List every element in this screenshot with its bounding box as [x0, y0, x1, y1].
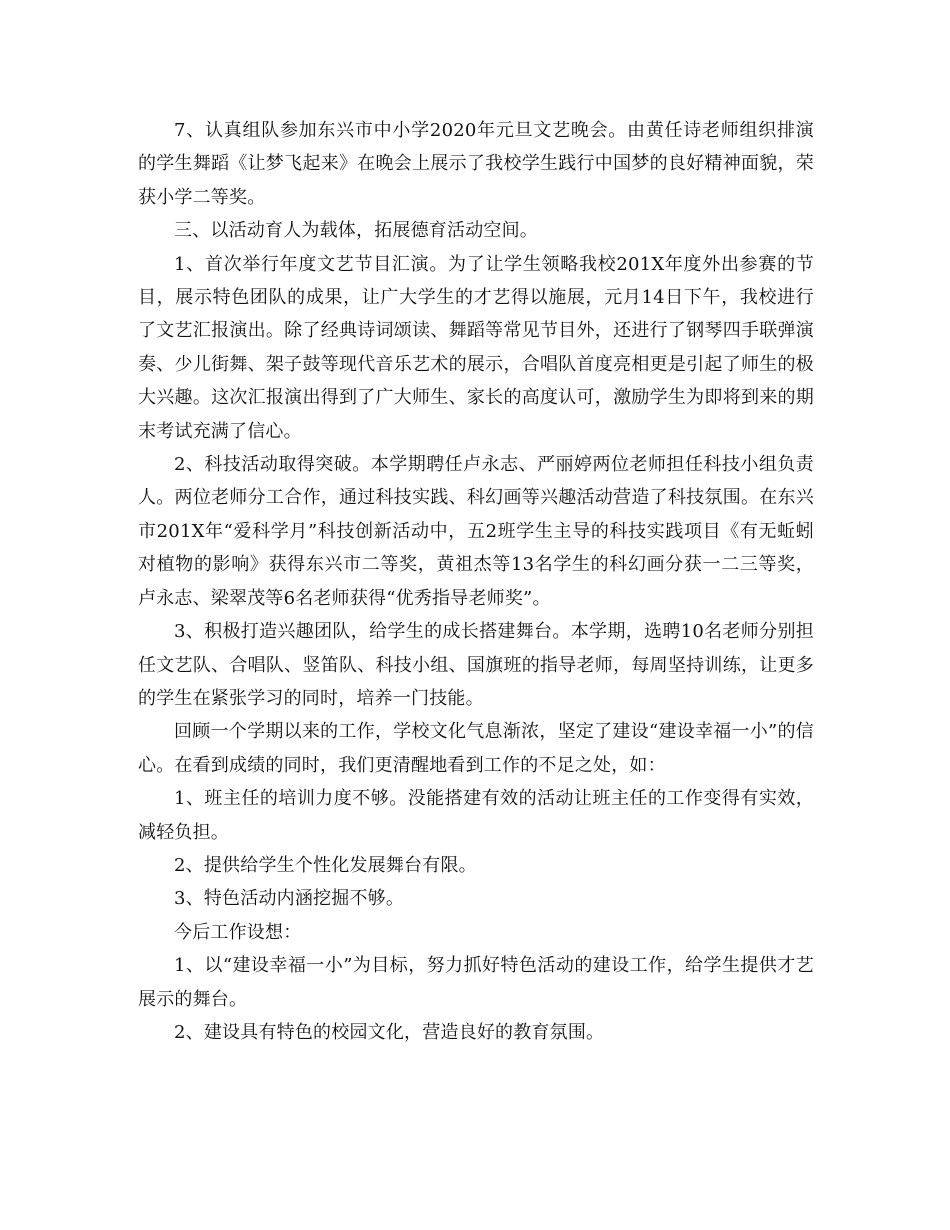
list-item-shortcoming-2: 2、提供给学生个性化发展舞台有限。 [174, 854, 477, 876]
paragraph-science-activities: 2、科技活动取得突破。本学期聘任卢永志、严丽婷两位老师担任科技小组负责人。两位老师分工合作，通过科技实践、科幻画等兴趣活动营造了科技氛围。在东兴市201X年“爱科学月”科技创新活动中，五2班学生主导的科技实践项目《有无蚯蚓对植物的影响》获得东兴市二等奖，黄祖杰等13名学生的科幻画分获一二三等奖，卢永志、梁翠茂等6名老师获得“优秀指导老师奖”。 [138, 454, 814, 609]
paragraph-interest-teams: 3、积极打造兴趣团队，给学生的成长搭建舞台。本学期，选聘10名老师分别担任文艺队、合唱队、竖笛队、科技小组、国旗班的指导老师，每周坚持训练，让更多的学生在紧张学习的同时，培养一门技能。 [138, 621, 814, 709]
section-heading-future-plans: 今后工作设想： [174, 921, 302, 943]
paragraph-art-performance: 1、首次举行年度文艺节目汇演。为了让学生领略我校201X年度外出参赛的节目，展示特色团队的成果，让广大学生的才艺得以施展，元月14日下午，我校进行了文艺汇报演出。除了经典诗词颂读、舞蹈等常见节目外，还进行了钢琴四手联弹演奏、少儿街舞、架子鼓等现代音乐艺术的展示，合唱队首度亮相更是引起了师生的极大兴趣。这次汇报演出得到了广大师生、家长的高度认可，激励学生为即将到来的期末考试充满了信心。 [138, 253, 814, 442]
paragraph-award-dance: 7、认真组队参加东兴市中小学2020年元旦文艺晚会。由黄任诗老师组织排演的学生舞蹈《让梦飞起来》在晚会上展示了我校学生践行中国梦的良好精神面貌，荣获小学二等奖。 [138, 120, 814, 208]
list-item-shortcoming-3: 3、特色活动内涵挖掘不够。 [174, 888, 405, 910]
list-item-plan-2: 2、建设具有特色的校园文化，营造良好的教育氛围。 [174, 1021, 605, 1043]
section-heading-activities: 三、以活动育人为载体，拓展德育活动空间。 [174, 220, 538, 242]
document-body [138, 114, 814, 1049]
paragraph-review: 回顾一个学期以来的工作，学校文化气息渐浓，坚定了建设“建设幸福一小”的信心。在看到成绩的同时，我们更清醒地看到工作的不足之处，如： [138, 721, 814, 776]
list-item-plan-1: 1、以“建设幸福一小”为目标，努力抓好特色活动的建设工作，给学生提供才艺展示的舞台。 [138, 955, 814, 1010]
list-item-shortcoming-1: 1、班主任的培训力度不够。没能搭建有效的活动让班主任的工作变得有实效，减轻负担。 [138, 788, 814, 843]
